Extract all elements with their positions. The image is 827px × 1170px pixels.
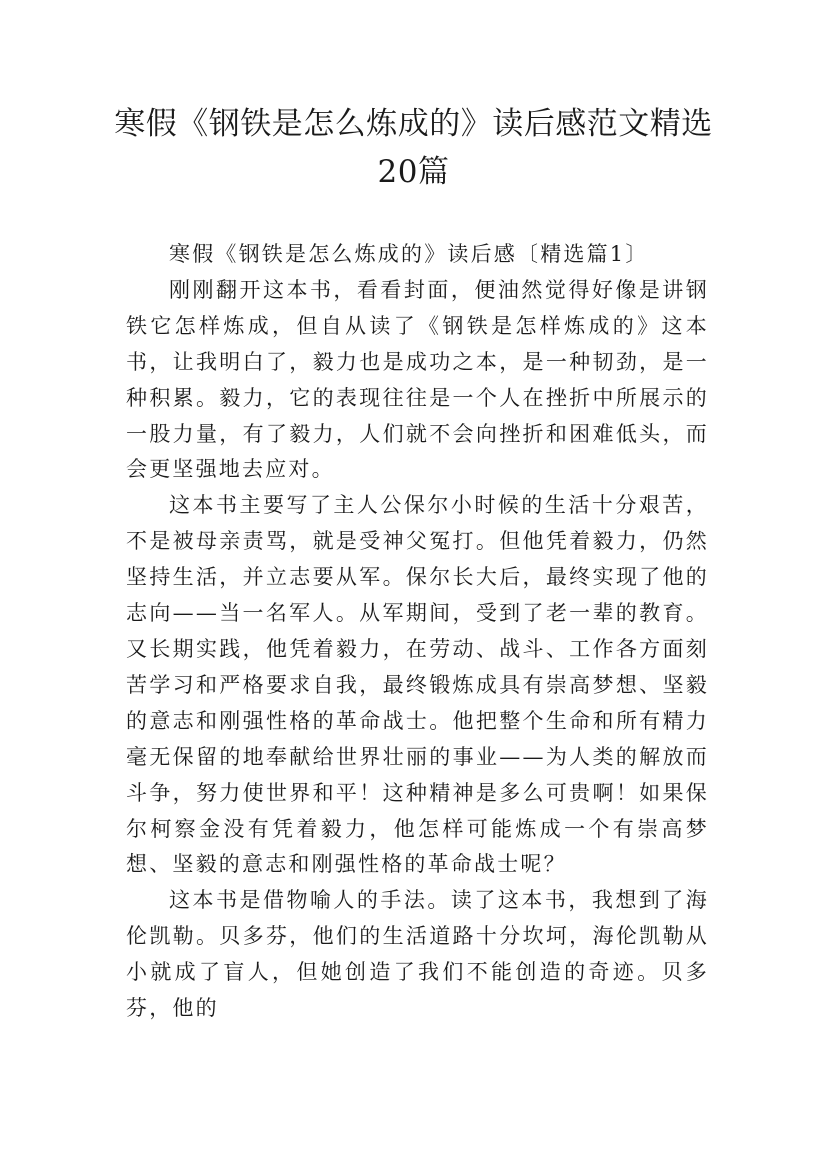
paragraph: 刚刚翻开这本书，看看封面，便油然觉得好像是讲钢铁它怎样炼成，但自从读了《钢铁是怎样炼成的》这本书，让我明白了，毅力也是成功之本，是一种韧劲，是一种积累。毅力，它的表现往往是一个人在挫折中所展示的一股力量，有了毅力，人们就不会向挫折和困难低头，而会更坚强地去应对。 — [126, 277, 709, 482]
paragraph: 这本书是借物喻人的手法。读了这本书，我想到了海伦凯勒。贝多芬，他们的生活道路十分坎坷，海伦凯勒从小就成了盲人，但她创造了我们不能创造的奇迹。贝多芬，他的 — [126, 888, 709, 1021]
document-body — [126, 237, 709, 1027]
document-title: 寒假《钢铁是怎么炼成的》读后感范文精选20篇 — [114, 106, 713, 190]
section-heading: 寒假《钢铁是怎么炼成的》读后感〔精选篇1〕 — [169, 242, 649, 266]
paragraph: 这本书主要写了主人公保尔小时候的生活十分艰苦，不是被母亲责骂，就是受神父冤打。但他凭着毅力，仍然坚持生活，并立志要从军。保尔长大后，最终实现了他的志向——当一名军人。从军期间，受到了老一辈的教育。又长期实践，他凭着毅力，在劳动、战斗、工作各方面刻苦学习和严格要求自我，最终锻炼成具有崇高梦想、坚毅的意志和刚强性格的革命战士。他把整个生命和所有精力毫无保留的地奉献给世界壮丽的事业——为人类的解放而斗争，努力使世界和平！这种精神是多么可贵啊！如果保尔柯察金没有凭着毅力，他怎样可能炼成一个有崇高梦想、坚毅的意志和刚强性格的革命战士呢？ — [126, 493, 709, 877]
